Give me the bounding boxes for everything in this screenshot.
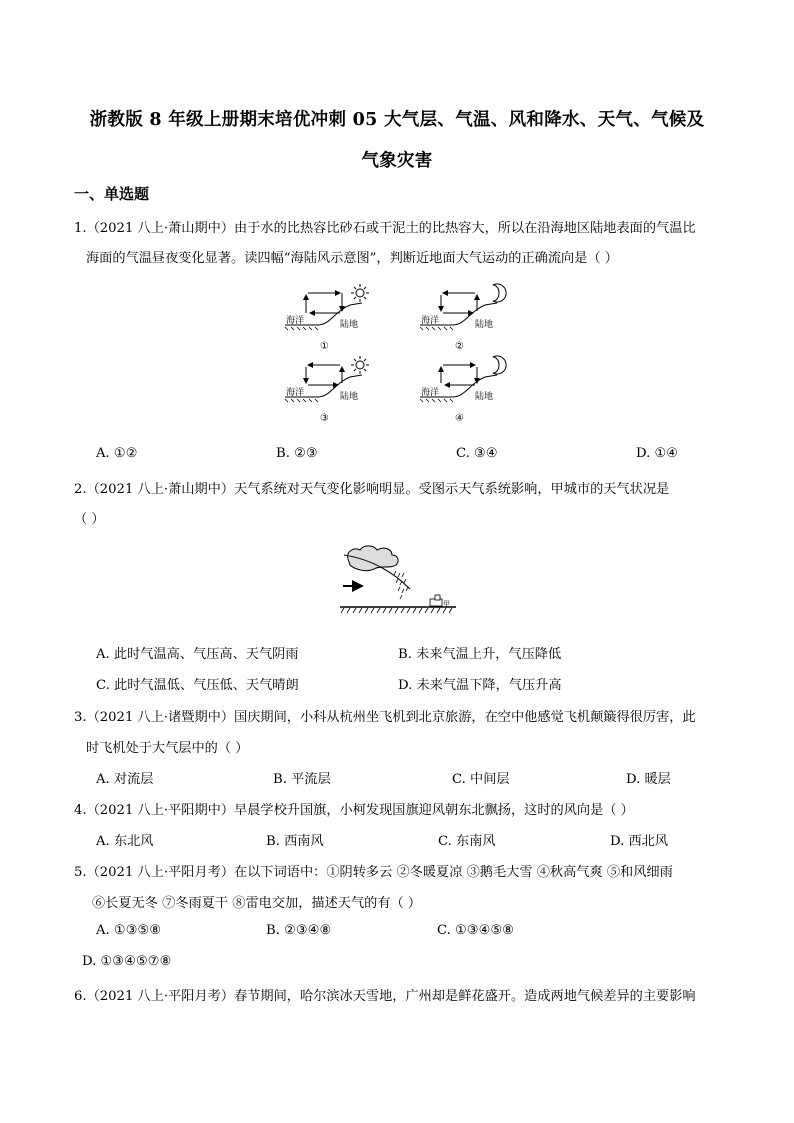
q1-option-d[interactable]: D. ①④ bbox=[636, 446, 679, 461]
land-label: 陆地 bbox=[475, 392, 494, 402]
q4-option-a[interactable]: A. 东北风 bbox=[96, 834, 154, 849]
breeze-loop-arrows bbox=[306, 365, 342, 385]
sea-hatching bbox=[420, 327, 453, 330]
breeze-loop-arrows bbox=[441, 293, 477, 313]
q5-option-a[interactable]: A. ①③⑤⑧ bbox=[96, 923, 162, 938]
q1-option-b[interactable]: B. ②③ bbox=[276, 446, 318, 461]
land-label: 陆地 bbox=[340, 392, 359, 402]
breeze-loop-arrows bbox=[306, 293, 342, 313]
document-title-line-1: 浙教版 8 年级上册期末培优冲刺 05 大气层、气温、风和降水、天气、气候及 bbox=[89, 110, 705, 130]
panel-label: ③ bbox=[320, 413, 329, 423]
moon-icon bbox=[493, 284, 506, 302]
q3-stem-line-1: 3.（2021 八上·诸暨期中）国庆期间，小科从杭州坐飞机到北京旅游，在空中他感觉飞机颠簸得很厉害，此 bbox=[74, 710, 696, 725]
q2-option-d[interactable]: D. 未来气温下降，气压升高 bbox=[398, 678, 562, 693]
panel-4 bbox=[420, 356, 506, 423]
q3-option-a[interactable]: A. 对流层 bbox=[96, 772, 154, 787]
section-heading: 一、单选题 bbox=[74, 185, 150, 203]
sea-label: 海洋 bbox=[286, 316, 305, 326]
q2-stem-line-2: （ ） bbox=[74, 512, 105, 527]
sea-land-breeze-figure bbox=[280, 283, 510, 423]
panel-label: ② bbox=[455, 341, 464, 352]
breeze-loop-arrows bbox=[441, 365, 477, 385]
q4-stem-line-1: 4.（2021 八上·平阳期中）早晨学校升国旗，小柯发现国旗迎风朝东北飘扬，这时的风向是（ ） bbox=[74, 803, 634, 818]
q3-option-c[interactable]: C. 中间层 bbox=[452, 772, 510, 787]
q4-option-d[interactable]: D. 西北风 bbox=[610, 834, 669, 849]
moon-icon bbox=[493, 356, 506, 374]
q1-stem-line-2: 海面的气温昼夜变化显著。读四幅“海陆风示意图”，判断近地面大气运动的正确流向是（ ） bbox=[86, 251, 618, 266]
sea-label: 海洋 bbox=[421, 388, 440, 398]
city-building bbox=[435, 595, 440, 600]
q5-option-b[interactable]: B. ②③④⑧ bbox=[266, 923, 332, 938]
q1-option-a[interactable]: A. ①② bbox=[96, 446, 138, 461]
q1-stem-line-1: 1.（2021 八上·萧山期中）由于水的比热容比砂石或干泥土的比热容大，所以在沿海地区陆地表面的气温比 bbox=[74, 221, 696, 236]
q3-option-d[interactable]: D. 暖层 bbox=[626, 772, 671, 787]
sea-hatching bbox=[420, 399, 453, 402]
sea-hatching bbox=[285, 327, 318, 330]
panel-label: ① bbox=[320, 341, 329, 352]
q1-option-c[interactable]: C. ③④ bbox=[456, 446, 498, 461]
q3-option-b[interactable]: B. 平流层 bbox=[273, 772, 331, 787]
q5-option-d[interactable]: D. ①③④⑤⑦⑧ bbox=[82, 954, 172, 969]
panel-3 bbox=[285, 356, 369, 423]
document-title-line-2: 气象灾害 bbox=[361, 151, 433, 171]
ground-hatching bbox=[341, 608, 452, 613]
q6-stem-line-1: 6.（2021 八上·平阳月考）春节期间，哈尔滨冰天雪地，广州却是鲜花盛开。造成两地气候差异的主要影响 bbox=[74, 989, 696, 1004]
q5-option-c[interactable]: C. ①③④⑤⑧ bbox=[437, 923, 515, 938]
sea-hatching bbox=[285, 399, 318, 402]
sun-icon bbox=[351, 356, 369, 374]
panel-label: ④ bbox=[455, 413, 464, 423]
panel-1 bbox=[285, 284, 369, 352]
panel-2 bbox=[420, 284, 506, 352]
q2-stem-line-1: 2.（2021 八上·萧山期中）天气系统对天气变化影响明显。受图示天气系统影响，甲城市的天气状况是 bbox=[74, 482, 670, 497]
q5-stem-line-1: 5.（2021 八上·平阳月考）在以下词语中：①阴转多云 ②冬暖夏凉 ③鹅毛大雪 ④秋高气爽 ⑤和风细雨 bbox=[74, 865, 673, 880]
q2-option-b[interactable]: B. 未来气温上升，气压降低 bbox=[398, 647, 562, 662]
land-label: 陆地 bbox=[340, 320, 359, 330]
sun-icon bbox=[351, 284, 369, 302]
land-label: 陆地 bbox=[475, 320, 494, 330]
q4-option-c[interactable]: C. 东南风 bbox=[438, 834, 496, 849]
q3-stem-line-2: 时飞机处于大气层中的（ ） bbox=[86, 741, 249, 756]
sea-label: 海洋 bbox=[421, 316, 440, 326]
q2-option-a[interactable]: A. 此时气温高、气压高、天气阴雨 bbox=[96, 647, 299, 662]
cloud bbox=[348, 546, 398, 571]
q2-option-c[interactable]: C. 此时气温低、气压低、天气晴朗 bbox=[96, 678, 299, 693]
weather-front-figure bbox=[340, 543, 460, 618]
city-label: 甲 bbox=[443, 600, 450, 608]
sea-label: 海洋 bbox=[286, 388, 305, 398]
q4-option-b[interactable]: B. 西南风 bbox=[266, 834, 324, 849]
q5-stem-line-2: ⑥长夏无冬 ⑦冬雨夏干 ⑧雷电交加，描述天气的有（ ） bbox=[92, 896, 422, 911]
